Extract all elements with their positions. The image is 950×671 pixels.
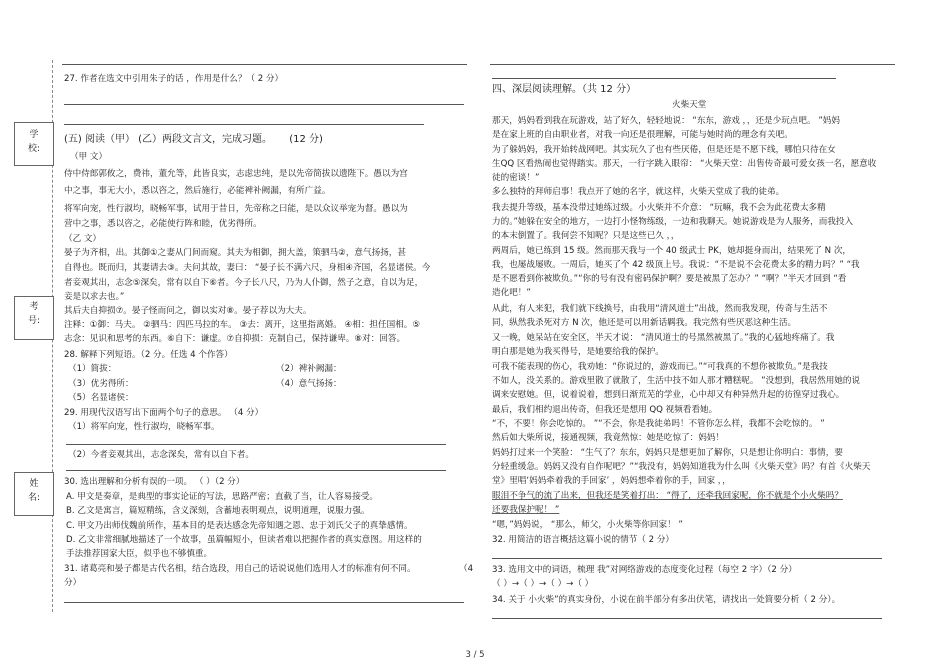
- story-para-10: 两周后，她已练到 15 级。然而那天我与一个 40 级武士 PK，她却挺身而出，结果死了 N 次，: [492, 246, 852, 256]
- passage-jia-line-2: 中之事，事无大小，悉以咨之，然后施行，必能裨补阙漏，有所广益。: [64, 186, 331, 196]
- exam-number-label: 考 号:: [27, 302, 41, 326]
- q28-item-3: （3）优劣得所：: [68, 379, 134, 389]
- question-33: 33. 选用文中的词语，梳理 我”对网络游戏的态度变化过程（每空 2 字）（2 分）: [492, 565, 797, 575]
- story-para-5: 徒的密谈！”: [492, 173, 540, 183]
- q28-item-2: （2）裨补阙漏：: [276, 364, 342, 374]
- passage-yi-line-5: 其后夫自抑损⑦。晏子怪而问之，御以实对⑧。晏子荐以为大夫。: [64, 306, 312, 316]
- story-para-14: 从此，有人来犯，我们就下线换号，由我用“清风道士”出战，然而我发现，传奇与生活不: [492, 304, 828, 314]
- story-para-1: 那天，妈妈看到我在玩游戏，站了好久，轻轻地说： “东东，游戏 ，，还是少玩点吧。 ”妈妈: [492, 116, 840, 126]
- q29-sentence-1: （1）将军向宠，性行淑均，晓畅军事。: [68, 422, 220, 432]
- passage-jia-line-3: 将军向宠，性行淑均，晓畅军事，试用于昔日，先帝称之曰能，是以众议举宠为督。愚以为: [64, 204, 408, 214]
- q29-sentence-2: （2）今者妾观其出，志念深矣，常有以自下者。: [68, 450, 254, 460]
- q28-item-1: （1）简拔：: [68, 364, 117, 374]
- question-32: 32. 用简洁的语言概括这篇小说的情节（ 2 分）: [492, 535, 675, 545]
- question-29: 29. 用现代汉语写出下面两个句子的意思。 （4 分）: [64, 408, 264, 418]
- story-para-29: “嗯，”妈妈说， “那么，师父，小火柴等你回家！ ”: [492, 520, 683, 530]
- story-para-6: 多么独特的拜师启事！我点开了她的名字，就这样，火柴天堂成了我的徒弟。: [492, 187, 785, 197]
- name-label: 姓 名:: [27, 479, 41, 503]
- question-28: 28. 解释下列短语。（2 分。任选 4 个作答）: [64, 350, 233, 360]
- q30-option-b: B. 乙文是寓言，篇短精练，含义深刻，含蓄地表明观点，说明道理，说服力强。: [66, 506, 370, 516]
- story-para-21: 最后，我们相约退出传奇，但我还是想用 QQ 视频看看她。: [492, 405, 718, 415]
- story-para-13: 造化吧！”: [492, 288, 531, 298]
- story-title: 火柴天堂: [672, 100, 707, 110]
- story-para-15: 同，纵然我杀死对方 N 次，他还是可以用新话羁我。我完然有些厌恶这种生活。: [492, 318, 797, 328]
- story-para-26: 堂》里唱‘妈妈牵着我的手回家’ ，妈妈想牵着你的手，回家 ，，: [492, 476, 731, 486]
- story-para-9: 的本末倒置了。我何尝不知呢？只是这些已久 ，，: [492, 231, 680, 241]
- school-label: 学 校:: [27, 130, 41, 154]
- passage-yi-line-1: 晏子为齐相，出。其御①之妻从门间而窥。其夫为相御，拥大盖，策驷马②，意气扬扬，甚: [64, 248, 406, 258]
- story-para-2: 是在家上班的自由职业者，对我一向还是很理解，可能与她时尚的理念有关吧。: [492, 130, 793, 140]
- question-30: 30. 选出理解和分析有误的一项。 （ ）（2 分）: [64, 477, 245, 487]
- passage-jia-title: （甲 文）: [70, 152, 108, 162]
- section-5-heading: (五) 阅读（甲） (乙）两段文言文，完成习题。 (12 分): [64, 134, 323, 145]
- story-para-7: 我去提升等级，基本没带过她练过级。小火柴并不介意： “玩嘛，我不会为此花费太多精: [492, 203, 826, 213]
- story-para-12: 是不愿看到你被欺负。”“你的号有没有密码保护啊？要是被黑了怎办？” “啊？”半天才回到 “看: [492, 274, 847, 284]
- section-4-heading: 四、深层阅读理解。（共 12 分）: [492, 84, 637, 95]
- passage-yi-line-4: 妾是以求去也。”: [64, 292, 125, 302]
- story-para-19: 不如人，没关系的。游戏里散了就散了，生活中技不如人那才糟糕呢。 ”没想到，我居然用她的说: [492, 376, 861, 386]
- story-para-8: 力的。”她躲在安全的地方，一边打小怪物练级，一边和我聊天。她说游戏是为人服务，而我投入: [492, 217, 854, 227]
- story-para-28: 还要我保护呢！ ”: [492, 505, 560, 515]
- question-31: 31. 诸葛亮和晏子都是古代名相，结合选段，用自己的话说说他们选用人才的标准有何不同。: [64, 564, 416, 574]
- passage-yi-line-3: 者妾观其出，志念⑤深矣，常有以自下⑥者。今子长八尺，乃为人仆御，然子之意，自以为足，: [64, 278, 424, 288]
- story-para-27: 眼泪不争气的流了出来，但我还是笑着打出： “得了，还牵我回家呢，你不就是个小火柴吗？: [492, 491, 843, 501]
- story-para-24: 妈妈打过来一个笑脸： “生气了？东东，妈妈只是想更加了解你，只是想让你明白：事情，要: [492, 448, 843, 458]
- page-number: 3 / 5: [465, 650, 485, 660]
- story-para-22: “不，不要！你会吃惊的。 ”“不会，你是我徒弟吗！不管你怎么样，我都不会吃惊的。 ”: [492, 419, 825, 429]
- q30-option-d-1: D. 乙文非常细腻地描述了一个故事，虽篇幅短小，但读者难以把握作者的真实意图。用这样的: [66, 535, 422, 545]
- passage-jia-line-1: 侍中侍郎郭攸之，费祎，董允等，此皆良实，志虑忠纯，是以先帝简拔以遗陛下。愚以为宫: [64, 169, 408, 179]
- q28-item-5: （5）名显诸侯：: [68, 393, 134, 403]
- notes-line-1: 注释：①御：马夫。 ②驷马：四匹马拉的车。 ③去：离开，这里指离婚。 ④相：担任国相。⑤: [64, 320, 421, 330]
- story-para-23: 然后如大柴所说，接通视频，我竟然惊：她是吃惊了：妈妈！: [492, 433, 725, 443]
- q30-option-d-2: 手法推荐国家大臣，似乎也不够慎重。: [66, 549, 213, 559]
- q28-item-4: （4）意气扬扬：: [276, 379, 342, 389]
- story-para-4: 生QQ 区看热闹也觉得踏实。那天，一行字跳入眼帘： “火柴天堂：出售传奇最可爱女孩一名，愿意收: [492, 159, 877, 169]
- story-para-16: 又一晚，她呆站在安全区，半天才说： “清风道士的号黑然被黑了。”我的心猛地疼痛了。我: [492, 333, 835, 343]
- question-34: 34. 关于 小火柴”的真实身份，小说在前半部分有多出伏笔，请找出一处简要分析（ 2 分）。: [492, 595, 841, 605]
- question-27: 27. 作者在选文中引用朱子的话 ，作用是什么？（ 2 分）: [64, 74, 284, 84]
- notes-line-2: 志念：见识和思考的东西。⑥自下：谦虚。⑦自抑损：克制自己，保持谦卑。⑧对：回答。: [64, 334, 406, 344]
- story-para-17: 明白那是她为我买得号，是她要给我的保护。: [492, 347, 664, 357]
- q30-option-c: C. 甲文乃出师伐魏前所作，基本目的是表达感念先帝知遇之恩、忠于刘氏父子的真挚感情。: [66, 521, 413, 531]
- story-para-11: 我，也屡战屡败。一周后，她买了个 42 级顶上号。我说：“不是说不会花费太多的精力吗？” “我: [492, 260, 860, 270]
- story-para-20: 调来安慰她。但，说着说着，想到日渐荒芜的学业，心中却又有种异然升起的彷徨穿过我心。: [492, 390, 845, 400]
- q30-option-a: A. 甲文是奏章，是典型的事实论证的写法，思路严密；直截了当，让人容易接受。: [66, 492, 378, 502]
- story-para-18: 可我不能表现的伤心，我劝她：“你说过的，游戏而已。”“可我真的不想你被欺负。”是我技: [492, 362, 828, 372]
- story-para-25: 分轻重缓急。妈妈又没有自作呢吧？”“我没有，妈妈知道我为什么叫《火柴天堂》吗？有首《火柴天: [492, 462, 871, 472]
- story-para-3: 为了躲妈妈，我开始转战网吧。其实玩久了也有些厌倦，但是还是不愿下线，哪怕只待在女: [492, 145, 836, 155]
- q31-score-close: 分）: [64, 578, 82, 588]
- q31-score-open: （4: [459, 564, 474, 574]
- passage-jia-line-4: 营中之事，悉以咨之，必能使行阵和睦，优劣得所。: [64, 219, 262, 229]
- passage-yi-line-2: 自得也。既而归，其妻请去③。夫问其故，妻曰： “晏子长不满六尺，身相④齐国，名显诸侯。今: [64, 263, 431, 273]
- q33-blanks: （ ）→（ ）→（ ）→（ ）: [492, 579, 594, 589]
- passage-yi-title: （乙 文）: [64, 234, 102, 244]
